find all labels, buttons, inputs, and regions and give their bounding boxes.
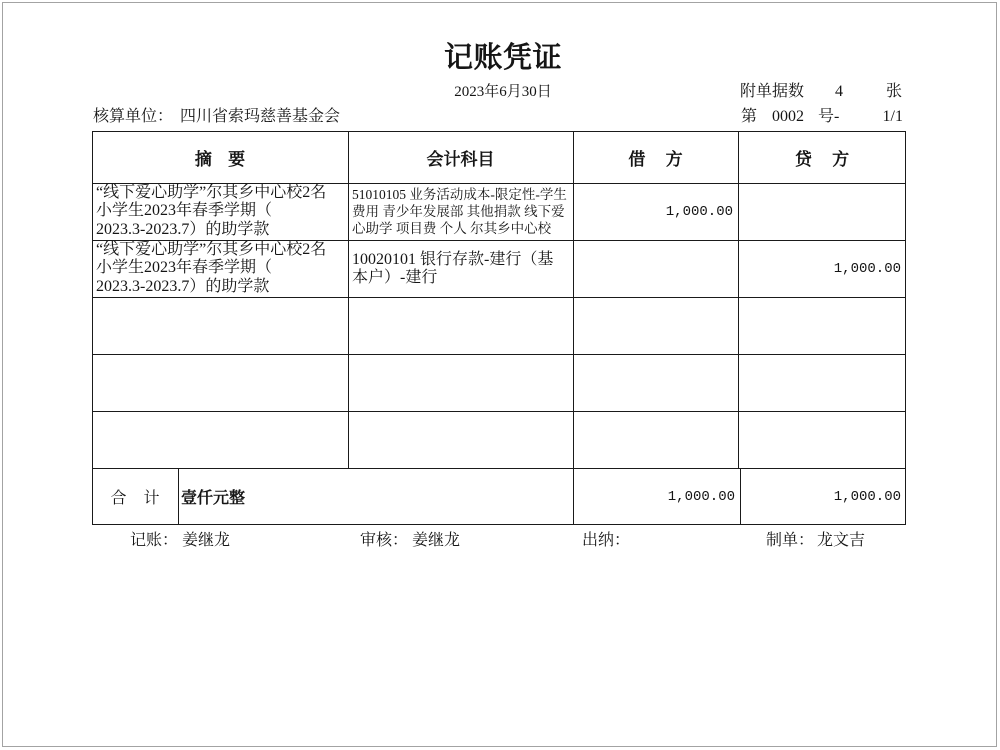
voucher-table — [92, 131, 906, 525]
summary-line: 2023.3-2023.7）的助学款 — [96, 220, 270, 238]
bookkeeper-label: 记账： — [130, 532, 179, 549]
preparer-label: 制单： — [766, 532, 815, 549]
table-column-rule — [738, 131, 739, 468]
account-line: 10020101 银行存款-建行（基 — [352, 250, 554, 268]
account-line: 心助学 项目费 个人 尔其乡中心校 — [352, 221, 552, 236]
cashier-label: 出纳： — [582, 532, 631, 549]
table-outline — [92, 131, 906, 525]
preparer-name: 龙文吉 — [817, 532, 866, 549]
total-amount-in-words: 壹仟元整 — [181, 490, 246, 507]
table-column-rule — [573, 131, 574, 525]
total-debit-amount: 1,000.00 — [667, 488, 735, 505]
table-rule — [92, 183, 906, 184]
table-rule — [92, 240, 906, 241]
accounting-unit-label: 核算单位： — [93, 108, 174, 125]
bookkeeper-name: 姜继龙 — [182, 532, 231, 549]
attachments-count: 4 — [835, 83, 843, 100]
header-account: 会计科目 — [426, 149, 495, 169]
table-rule — [92, 297, 906, 298]
summary-line: 小学生2023年春季学期（ — [96, 202, 273, 220]
table-rule — [92, 468, 906, 469]
table-column-rule — [348, 131, 349, 468]
reviewer-label: 审核： — [360, 532, 409, 549]
summary-line: 2023.3-2023.7）的助学款 — [96, 277, 270, 295]
header-summary: 摘 要 — [194, 149, 246, 169]
table-rule — [92, 411, 906, 412]
voucher-number: 0002 — [772, 108, 804, 125]
total-label: 合 计 — [110, 490, 160, 507]
reviewer-name: 姜继龙 — [412, 532, 461, 549]
table-rule — [92, 354, 906, 355]
summary-line: 小学生2023年春季学期（ — [96, 259, 273, 277]
attachments-label: 附单据数 — [740, 83, 805, 100]
row-debit-amount: 1,000.00 — [665, 203, 733, 220]
voucher-number-suffix: 号- — [818, 108, 840, 125]
account-line: 51010105 业务活动成本-限定性-学生 — [352, 187, 567, 202]
account-line: 费用 青少年发展部 其他捐款 线下爱 — [352, 204, 565, 219]
attachments-unit: 张 — [885, 83, 902, 100]
table-column-rule — [178, 468, 179, 525]
voucher-number-prefix: 第 — [741, 108, 758, 125]
voucher-date: 2023年6月30日 — [454, 84, 552, 100]
voucher-title: 记账凭证 — [443, 42, 562, 74]
summary-line: “线下爱心助学”尔其乡中心校2名 — [96, 240, 327, 258]
row-credit-amount: 1,000.00 — [833, 260, 901, 277]
total-credit-amount: 1,000.00 — [833, 488, 901, 505]
header-credit: 贷 方 — [794, 149, 850, 169]
accounting-unit-name: 四川省索玛慈善基金会 — [180, 108, 341, 125]
table-column-rule — [740, 468, 741, 525]
voucher-page: 1/1 — [882, 108, 903, 125]
account-line: 本户）-建行 — [352, 268, 438, 286]
summary-line: “线下爱心助学”尔其乡中心校2名 — [96, 183, 327, 201]
header-debit: 借 方 — [628, 149, 683, 169]
